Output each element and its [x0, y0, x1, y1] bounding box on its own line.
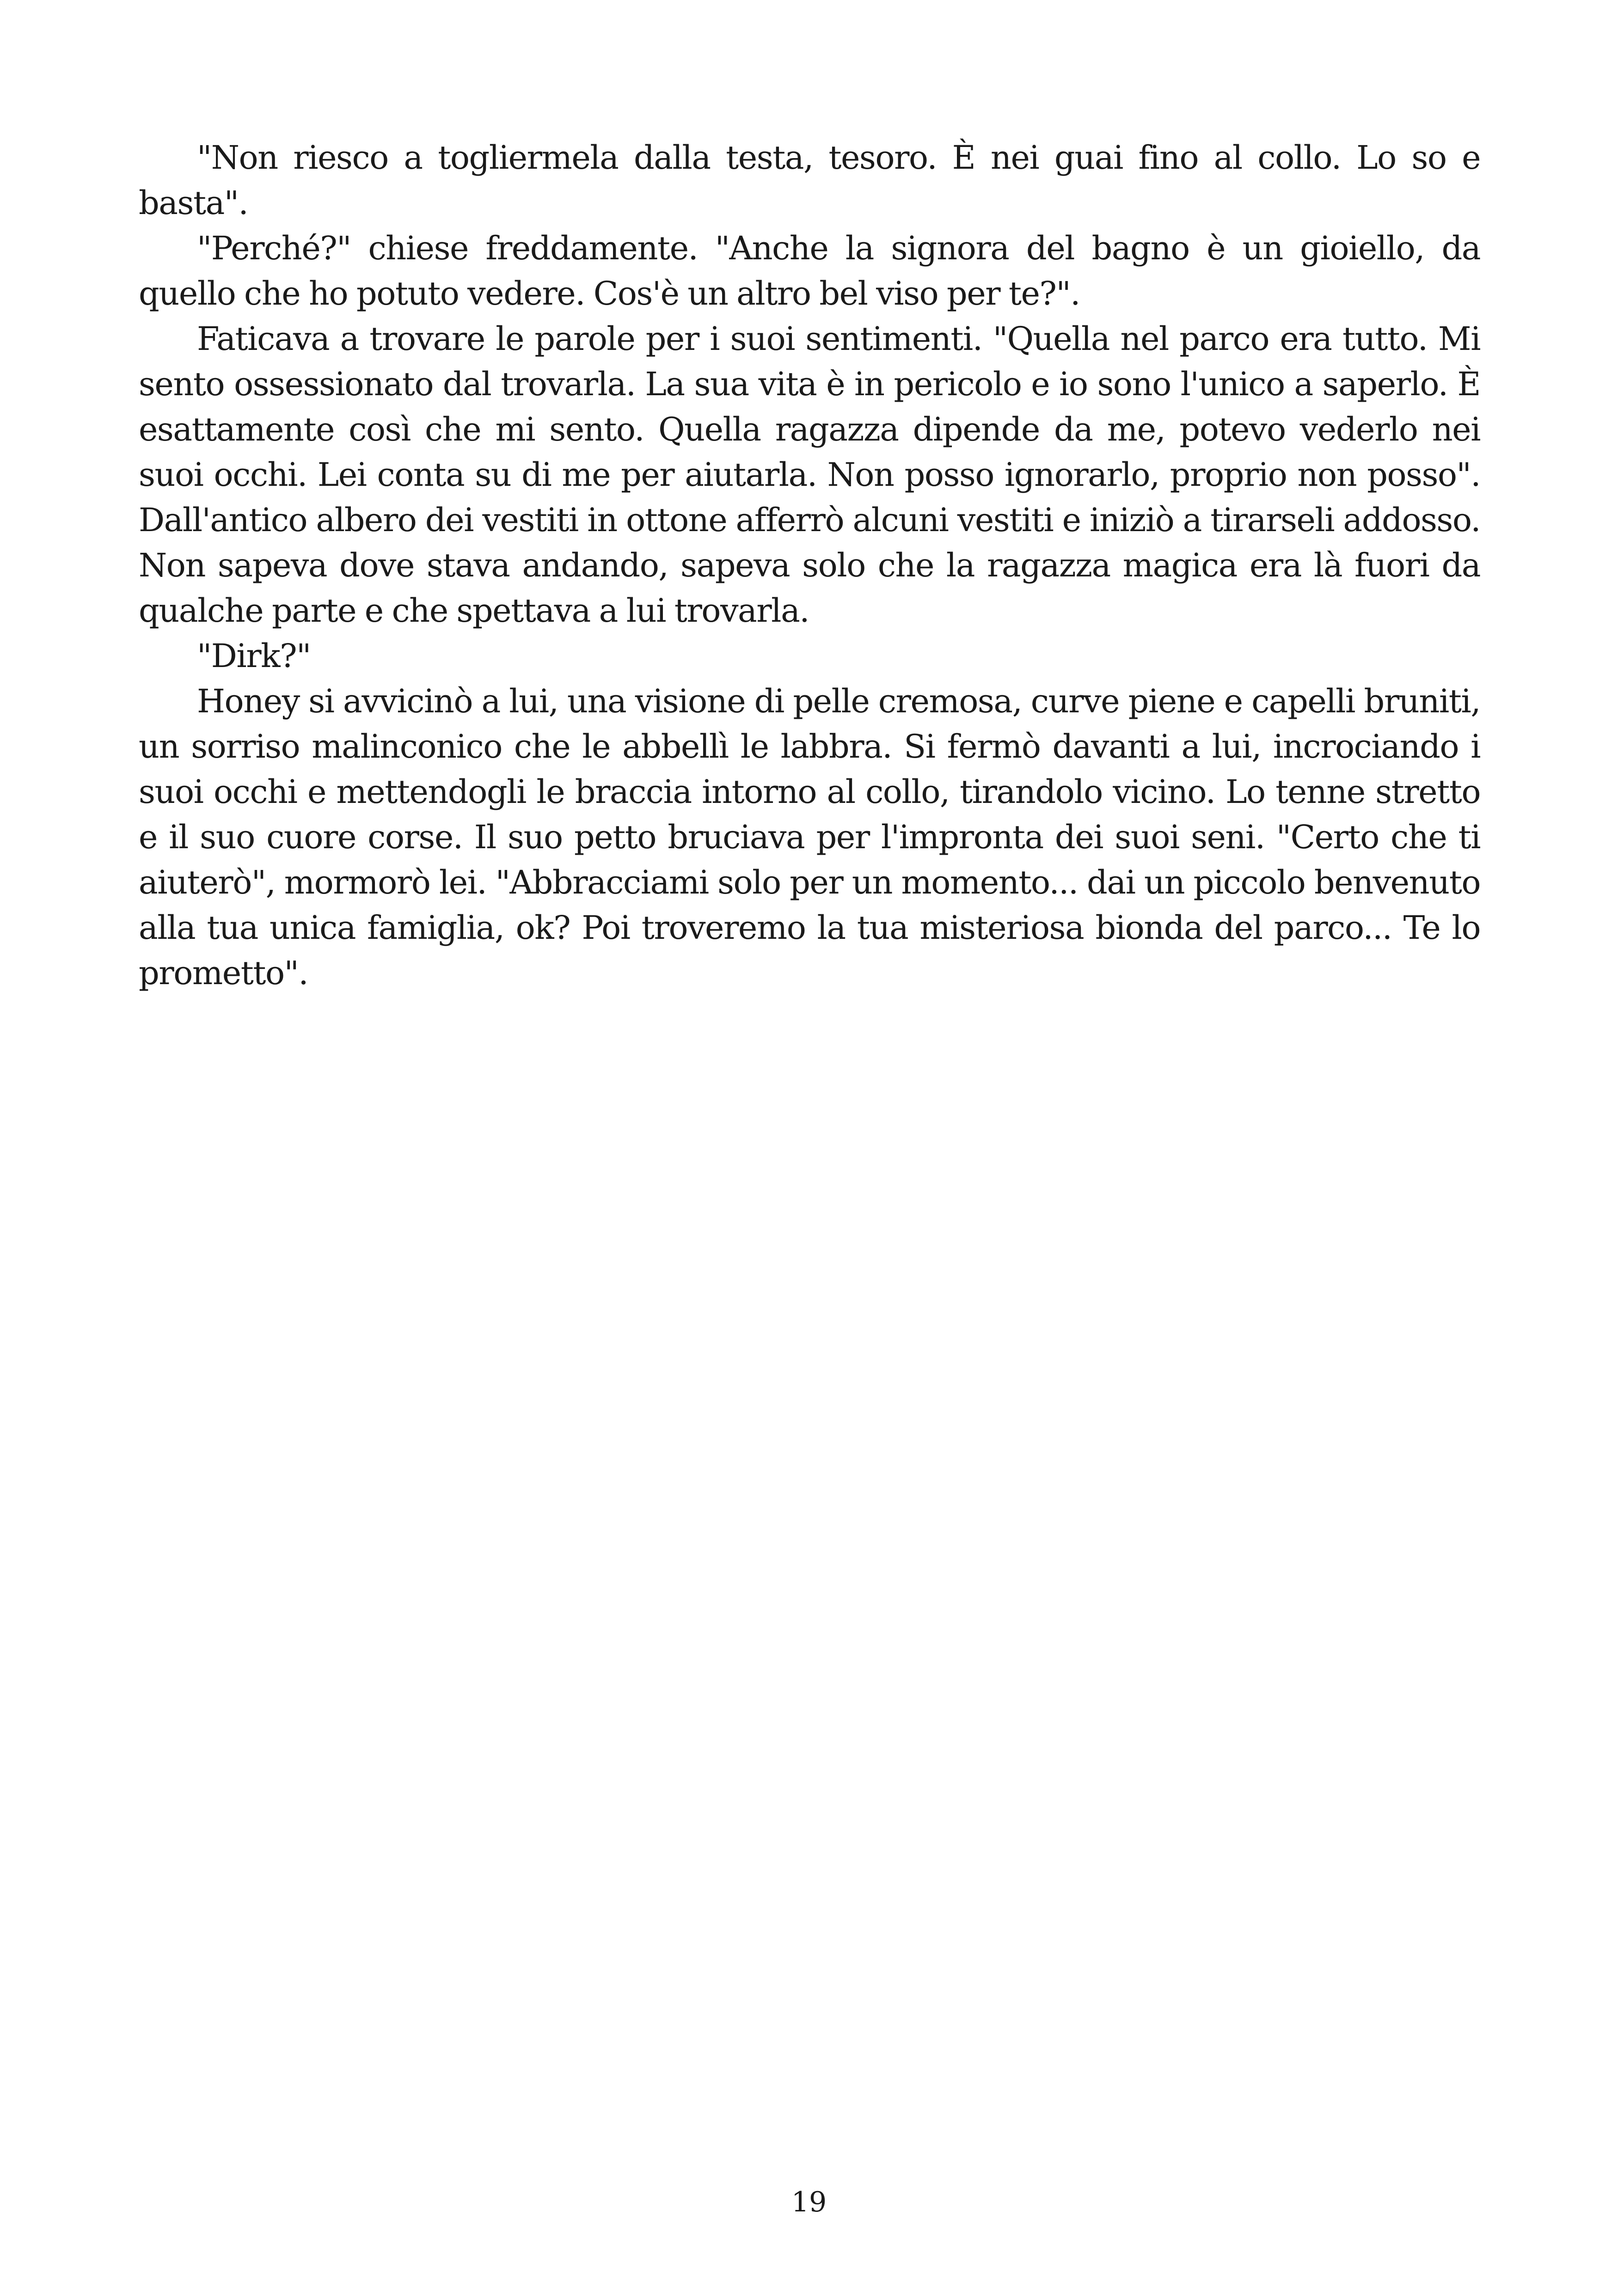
body-text	[139, 135, 1480, 996]
paragraph: Faticava a trovare le parole per i suoi sentimenti. "Quella nel parco era tutto. Mi sento ossessionato dal trovarla. La sua vita è in pericolo e io sono l'unico a saperlo. È esattamente così che mi sento. Quella ragazza dipende da me, potevo vederlo nei suoi occhi. Lei conta su di me per aiutarla. Non posso ignorarlo, proprio non posso". Dall'antico albero dei vestiti in ottone afferrò alcuni vestiti e iniziò a tirarseli addosso. Non sapeva dove stava andando, sapeva solo che la ragazza magica era là fuori da qualche parte e che spettava a lui trovarla.	[139, 320, 1480, 630]
paragraph: Honey si avvicinò a lui, una visione di pelle cremosa, curve piene e capelli bruniti, un sorriso malinconico che le abbellì le labbra. Si fermò davanti a lui, incrociando i suoi occhi e mettendogli le braccia intorno al collo, tirandolo vicino. Lo tenne stretto e il suo cuore corse. Il suo petto bruciava per l'impronta dei suoi seni. "Certo che ti aiuterò", mormorò lei. "Abbracciami solo per un momento... dai un piccolo benvenuto alla tua unica famiglia, ok? Poi troveremo la tua misteriosa bionda del parco... Te lo prometto".	[139, 682, 1480, 992]
page-number: 19	[791, 2186, 827, 2218]
paragraph: "Non riesco a togliermela dalla testa, tesoro. È nei guai fino al collo. Lo so e basta".	[139, 139, 1480, 222]
paragraph: "Perché?" chiese freddamente. "Anche la signora del bagno è un gioiello, da quello che ho potuto vedere. Cos'è un altro bel viso per te?".	[139, 229, 1480, 312]
paragraph: "Dirk?"	[197, 637, 311, 675]
